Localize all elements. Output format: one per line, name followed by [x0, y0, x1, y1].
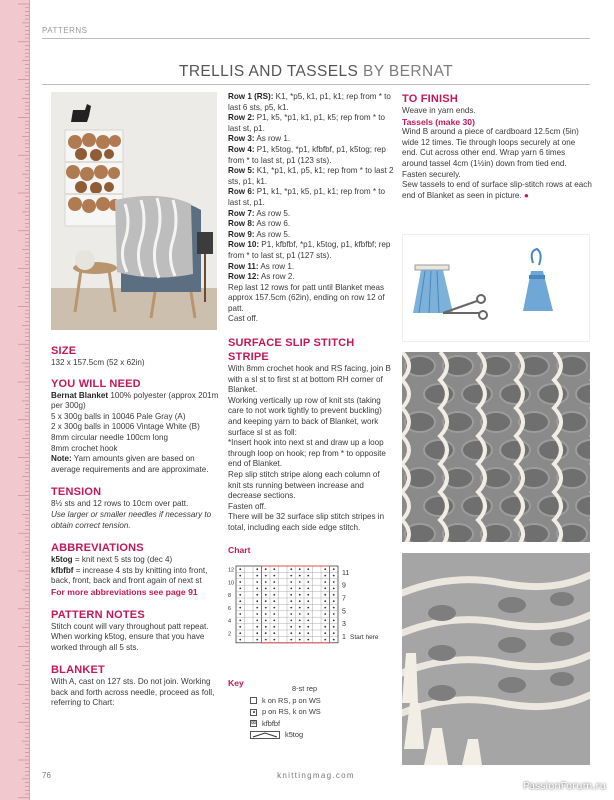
start-here-label: Start here	[350, 633, 379, 641]
note-text: Yarn amounts given are based on average requirements and are approximate.	[51, 454, 209, 474]
key-label: k on RS, p on WS	[262, 696, 321, 705]
key-item	[250, 695, 321, 706]
key-item	[250, 718, 321, 729]
abbreviations-heading: ABBREVIATIONS	[51, 542, 144, 555]
row-text: K1, *p1, k1, p5, k1; rep from * to last 2 sts, p1, k1.	[228, 166, 394, 186]
surface-para: With 8mm crochet hook and RS facing, join B with a sl st to first st at bottom RH corner of Blanket.	[228, 364, 391, 395]
row-label: Row 12:	[228, 272, 260, 282]
pattern-row	[228, 92, 394, 113]
yarn-note	[51, 454, 221, 475]
chart-key	[250, 695, 321, 741]
row-number-right: 9	[342, 582, 346, 590]
stitch-chart	[228, 560, 398, 675]
pattern-row	[228, 145, 394, 166]
ruler-ticks	[0, 0, 30, 800]
pattern-notes-heading: PATTERN NOTES	[51, 608, 145, 621]
purl-dot-icon	[250, 709, 257, 716]
blanket-room-photo	[51, 92, 217, 330]
row-number-right: 1	[342, 633, 346, 641]
row-number-right: 5	[342, 608, 346, 616]
pattern-row	[228, 262, 394, 273]
decrease-icon	[250, 731, 280, 739]
row-text: P1, k5, *p1, k1, p1, k5; rep from * to last st, p1.	[228, 113, 385, 133]
title-byline: BY BERNAT	[363, 63, 454, 80]
row-text: As row 5.	[254, 208, 291, 218]
title-divider	[42, 84, 590, 85]
row-label: Row 10:	[228, 240, 260, 250]
surface-para: *Insert hook into next st and draw up a loop through loop on hook; rep from * to opposite end of Blanket.	[228, 438, 386, 469]
note-label: Note:	[51, 454, 72, 464]
middle-column	[228, 92, 394, 534]
row-number-left: 2	[228, 631, 232, 638]
yarn-ball-icon: ●	[523, 190, 529, 200]
pattern-row	[228, 113, 394, 134]
page-ruler	[0, 0, 30, 800]
yarn-brand-details: 100% polyester (approx 201m per 300g)	[51, 390, 219, 411]
rep-label: 8-st rep	[292, 684, 318, 693]
pattern-note: When working k5tog, ensure that you have worked through all 5 sts.	[51, 632, 205, 652]
row-number-right: 3	[342, 621, 346, 629]
knit-square-icon	[250, 697, 257, 704]
header-divider	[42, 38, 590, 39]
row-number-left: 6	[228, 605, 232, 612]
yarn-brand-name: Bernat Blanket	[51, 390, 109, 400]
surface-para: There will be 32 surface slip stitch stripes in total, including each side edge stitch.	[228, 512, 385, 532]
row-text: K1, *p5, k1, p1, k1; rep from * to last 6 sts, p5, k1.	[228, 92, 391, 112]
key-label: p on RS, k on WS	[262, 707, 321, 717]
blanket-text: With A, cast on 127 sts. Do not join. Working back and forth across needle, proceed as foll, referring to Chart:	[51, 677, 215, 708]
row-label: Row 6:	[228, 187, 255, 197]
page-number: 76	[42, 771, 51, 780]
abbrev-term: kfbfbf	[51, 565, 74, 575]
pattern-row	[228, 209, 394, 220]
rows-after: Rep last 12 rows for patt until Blanket meas approx 157.5cm (62in), ending on row 12 of patt.	[228, 282, 385, 313]
finish-text-2-content: Sew tassels to end of surface slip-stitch rows at each end of Blanket as seen in picture.	[402, 180, 592, 200]
finish-text-2	[402, 180, 592, 201]
tension-note	[51, 510, 221, 531]
stitch-closeup-photo	[402, 352, 590, 542]
size-heading: SIZE	[51, 345, 77, 357]
row-text: As row 6.	[254, 219, 291, 229]
materials-line: 8mm crochet hook	[51, 443, 118, 453]
page-title	[42, 63, 590, 81]
finish-text: Wind B around a piece of cardboard 12.5cm (5in) wide 12 times. Tie through loops securely at one end. Cut across other end. Wrap yarn 6 times around tassel 4cm (1½in) down from tied end. Fasten securely.	[402, 127, 579, 179]
surface-para: Rep slip stitch stripe along each column of knit sts running between increase and decrease sections.	[228, 470, 380, 501]
size-text: 132 x 157.5cm (52 x 62in)	[51, 358, 145, 367]
right-column	[402, 92, 592, 201]
left-column	[51, 344, 221, 709]
pattern-rows	[228, 92, 394, 283]
materials-line: 2 x 300g balls in 10006 Vintage White (B)	[51, 422, 200, 432]
pattern-row	[228, 240, 394, 261]
section-label: PATTERNS	[42, 26, 88, 35]
chart-heading: Chart	[228, 545, 251, 555]
row-label: Row 2:	[228, 113, 255, 123]
abbrev-term: k5tog	[51, 555, 73, 565]
row-text: P1, k1, *p1, k5, p1, k1; rep from * to last st, p1.	[228, 187, 385, 207]
tassels-photo	[402, 553, 590, 765]
row-text: As row 5.	[254, 229, 291, 239]
pattern-row	[228, 187, 394, 208]
row-text: P1, kfbfbf, *p1, k5tog, p1, kfbfbf; rep from * to last st, p1 (127 sts).	[228, 240, 391, 260]
row-label: Row 5:	[228, 166, 255, 176]
finish-heading: TO FINISH	[402, 93, 458, 105]
surface-para: Fasten off.	[228, 501, 267, 511]
key-label: k5tog	[285, 730, 304, 740]
title-main: TRELLIS AND TASSELS	[178, 63, 359, 80]
pattern-row	[228, 219, 394, 230]
chart-grid	[228, 560, 398, 675]
key-heading: Key	[228, 678, 244, 688]
key-item	[250, 706, 321, 717]
pattern-row	[228, 272, 394, 283]
row-number-left: 12	[228, 567, 235, 574]
materials-line: 8mm circular needle 100cm long	[51, 432, 168, 442]
row-label: Row 8:	[228, 219, 255, 229]
surface-heading: SURFACE SLIP STITCH STRIPE	[228, 337, 355, 364]
pattern-row	[228, 230, 394, 241]
blanket-heading: BLANKET	[51, 664, 105, 677]
row-text: P1, k5tog, *p1, kfbfbf, p1, k5tog; rep from * to last st, p1 (123 sts).	[228, 144, 386, 165]
yarn-brand	[51, 391, 221, 412]
tension-text: 8½ sts and 12 rows to 10cm over patt.	[51, 499, 189, 509]
row-text: As row 1.	[258, 261, 295, 271]
website-footer: knittingmag.com	[277, 771, 355, 780]
tension-italic: Use larger or smaller needles if necessary to obtain correct tension.	[51, 509, 212, 530]
surface-para: Working vertically up row of knit sts (taking care to not work tightly to prevent buckling) and keeping yarn to back of Blanket, work surface sl st as foll:	[228, 395, 382, 437]
tension-heading: TENSION	[51, 486, 102, 499]
row-number-left: 4	[228, 618, 232, 625]
row-label: Row 4:	[228, 144, 255, 154]
abbrev-def: = knit next 5 sts tog (dec 4)	[72, 555, 173, 565]
row-label: Row 9:	[228, 229, 255, 239]
key-item	[250, 729, 321, 740]
abbrev-def: = increase 4 sts by knitting into front, back, front, back and front again of next st	[51, 565, 208, 586]
rows-after: Cast off.	[228, 314, 258, 324]
row-number-left: 10	[228, 580, 235, 587]
more-abbreviations-link[interactable]: For more abbreviations see page 91	[51, 586, 198, 597]
row-label: Row 1 (RS):	[228, 92, 274, 101]
row-label: Row 7:	[228, 208, 255, 218]
row-number-right: 11	[342, 569, 350, 577]
watermark: PassionForum.ru	[523, 781, 606, 792]
row-label: Row 11:	[228, 261, 259, 271]
row-number-left: 8	[228, 593, 232, 600]
tassel-illustration	[402, 234, 590, 342]
row-label: Row 3:	[228, 134, 255, 144]
tassels-subheading: Tassels (make 30)	[402, 116, 475, 127]
key-label: kfbfbf	[262, 718, 281, 728]
row-text: As row 1.	[254, 134, 291, 144]
abbrev-item	[51, 555, 221, 566]
abbrev-item	[51, 566, 221, 587]
row-number-right: 7	[342, 595, 346, 603]
increase-icon: ⊠	[251, 719, 257, 726]
materials-line: 5 x 300g balls in 10046 Pale Gray (A)	[51, 411, 186, 421]
finish-intro: Weave in yarn ends.	[402, 106, 476, 115]
pattern-row	[228, 134, 394, 145]
you-will-need-heading: YOU WILL NEED	[51, 377, 141, 390]
pattern-row	[228, 166, 394, 187]
pattern-note: Stitch count will vary throughout patt repeat.	[51, 621, 209, 631]
row-text: As row 2.	[259, 272, 295, 282]
